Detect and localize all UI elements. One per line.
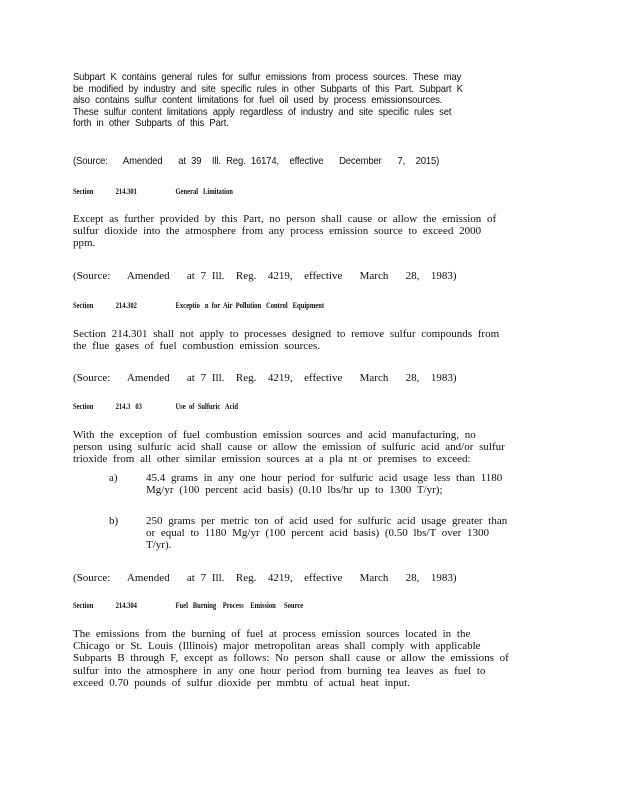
section-214-303-source: (Source: Amended at 7 Ill. Reg. 4219, effective March 28, 1983) xyxy=(73,572,457,584)
section-214-301-source: (Source: Amended at 7 Ill. Reg. 4219, effective March 28, 1983) xyxy=(73,270,457,282)
section-number: 214.302 xyxy=(115,301,137,310)
intro-line: forth in other Subparts of this Part. xyxy=(73,118,229,130)
paragraph-line: The emissions from the burning of fuel at process emission sources located in the xyxy=(73,628,471,640)
section-number: 214.301 xyxy=(115,187,137,196)
list-marker: b) xyxy=(109,515,119,527)
paragraph-line: the flue gases of fuel combustion emission sources. xyxy=(73,340,321,353)
intro-line: be modified by industry and site specific rules in other Subparts of this Part. Subpart K xyxy=(73,83,463,95)
section-number: 214.3 03 xyxy=(115,402,142,411)
paragraph-line: person using sulfuric acid shall cause or allow the emission of sulfuric acid and/or sulfur xyxy=(73,441,505,454)
list-marker: a) xyxy=(109,472,118,484)
list-item-line: Mg/yr (100 percent acid basis) (0.10 lbs/hr up to 1300 T/yr); xyxy=(146,484,443,497)
paragraph-line: sulfur into the atmosphere in any one hour period from burning tea leaves as fuel to xyxy=(73,664,486,677)
section-214-303-paragraph xyxy=(73,429,533,466)
section-heading-214-302 xyxy=(73,301,450,311)
section-number: 214.304 xyxy=(115,601,137,610)
section-214-302-source: (Source: Amended at 7 Ill. Reg. 4219, effective March 28, 1983) xyxy=(73,372,457,384)
section-label: Section xyxy=(73,187,94,196)
section-title: Use of Sulfuric Acid xyxy=(175,402,239,411)
section-heading-214-301 xyxy=(73,187,450,197)
list-item-text xyxy=(146,515,506,552)
list-item-line: T/yr). xyxy=(146,539,172,552)
paragraph-line: Subparts B through F, except as follows: No person shall cause or allow the emissions of xyxy=(73,652,509,665)
paragraph-line: With the exception of fuel combustion emission sources and acid manufacturing, no xyxy=(73,429,476,441)
section-214-304-paragraph xyxy=(73,628,533,689)
intro-source-note: (Source: Amended at 39 Ill. Reg. 16174, effective December 7, 2015) xyxy=(73,156,440,167)
paragraph-line: Section 214.301 shall not apply to processes designed to remove sulfur compounds from xyxy=(73,328,500,340)
paragraph-line: ppm. xyxy=(73,237,96,250)
section-label: Section xyxy=(73,301,94,310)
intro-line: also contains sulfur content limitations for fuel oil used by process emissionsources. xyxy=(73,95,443,107)
paragraph-line: sulfur dioxide into the atmosphere from any process emission source to exceed 2000 xyxy=(73,225,482,238)
intro-line: Subpart K contains general rules for sulfur emissions from process sources. These may xyxy=(73,72,462,83)
section-214-302-paragraph xyxy=(73,328,533,352)
section-title: Exceptio n for Air Pollution Control Equipment xyxy=(175,301,325,310)
list-item-text xyxy=(146,472,506,496)
paragraph-line: Chicago or St. Louis (Illinois) major metropolitan areas shall comply with applicable xyxy=(73,640,481,653)
section-title: General Limitation xyxy=(175,187,233,196)
section-heading-214-304 xyxy=(73,601,450,611)
section-label: Section xyxy=(73,402,94,411)
intro-line: These sulfur content limitations apply regardless of industry and site specific rules set xyxy=(73,106,452,118)
section-label: Section xyxy=(73,601,94,610)
list-item-line: or equal to 1180 Mg/yr (100 percent acid basis) (0.50 lbs/T over 1300 xyxy=(146,527,490,540)
intro-paragraph xyxy=(73,72,528,130)
section-heading-214-303 xyxy=(73,402,450,412)
paragraph-line: exceed 0.70 pounds of sulfur dioxide per mmbtu of actual heat input. xyxy=(73,676,410,689)
paragraph-line: Except as further provided by this Part, no person shall cause or allow the emission of xyxy=(73,213,497,225)
paragraph-line: trioxide from all other similar emission sources at a pla nt or premises to exceed: xyxy=(73,453,471,466)
section-214-301-paragraph xyxy=(73,213,533,250)
list-item-line: 45.4 grams in any one hour period for sulfuric acid usage less than 1180 xyxy=(146,472,503,484)
section-title: Fuel Burning Process Emission Source xyxy=(175,601,304,610)
list-item-line: 250 grams per metric ton of acid used for sulfuric acid usage greater than xyxy=(146,515,508,527)
